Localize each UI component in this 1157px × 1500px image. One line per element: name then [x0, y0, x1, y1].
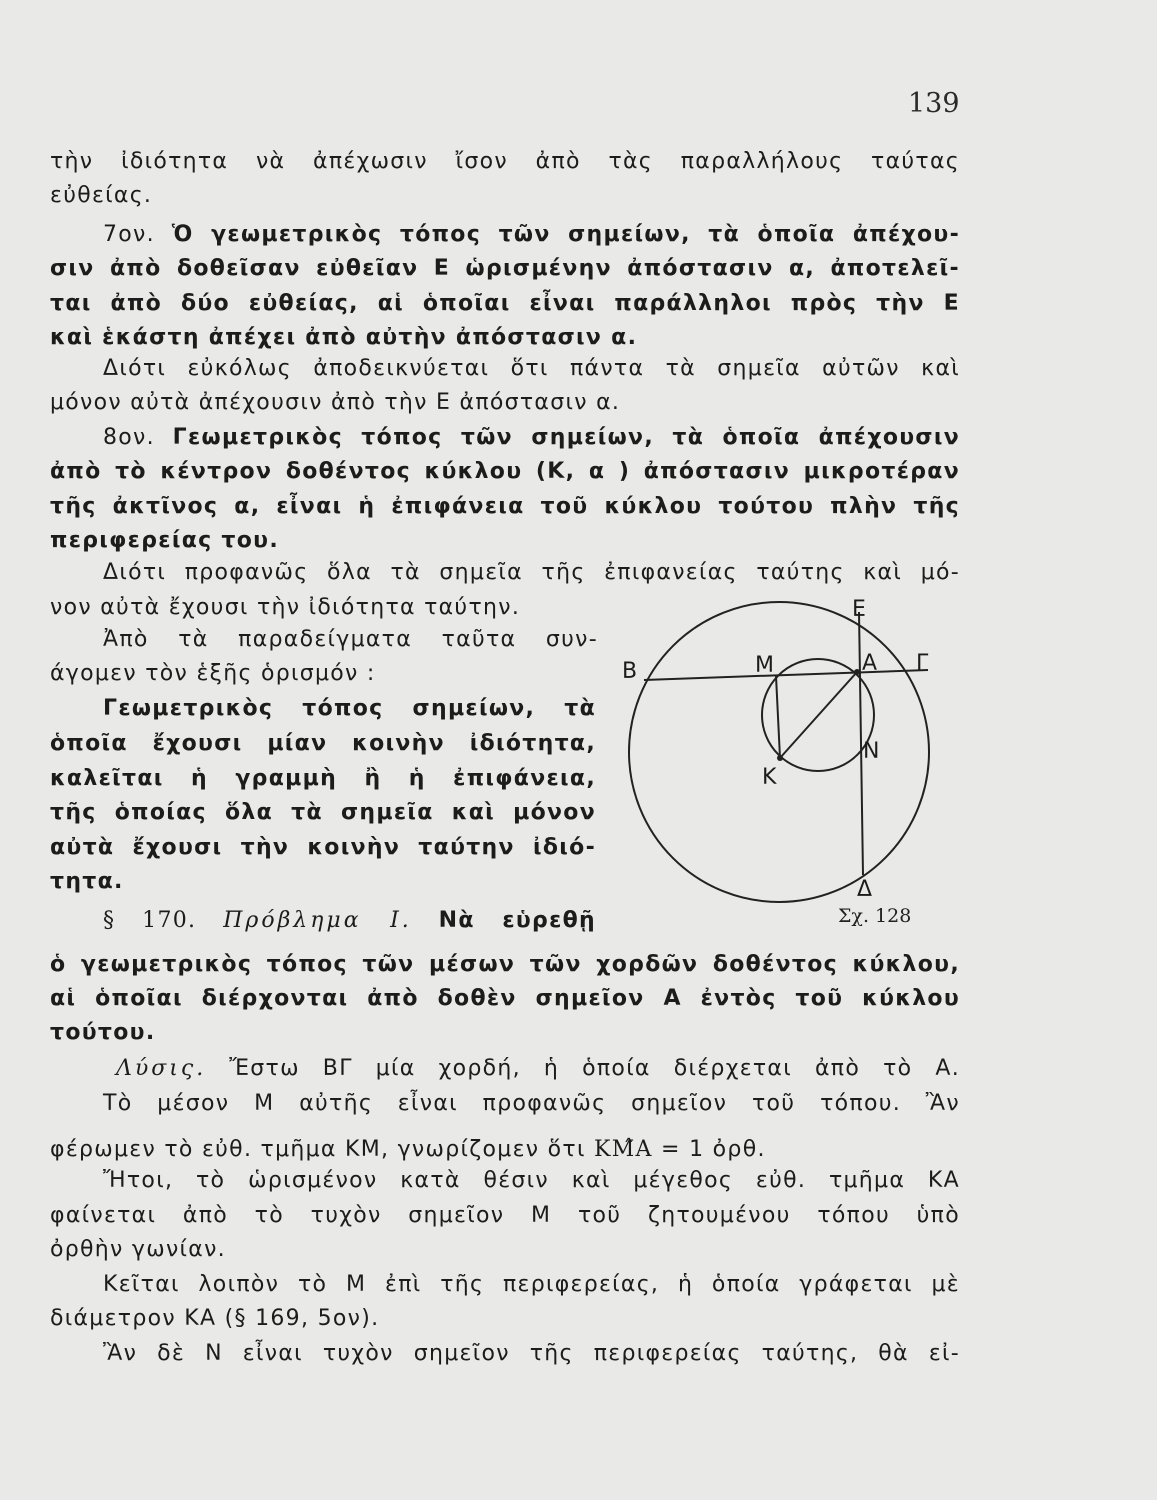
section-170-heading: [50, 904, 596, 938]
section-mark: § 170.: [103, 908, 197, 933]
text-span: Ἔστω ΒΓ μία χορδή, ἡ ὁποία διέρχεται ἀπὸ τὸ Α.: [229, 1056, 961, 1081]
solution-line: [50, 1052, 960, 1086]
text-line: ἀπὸ τὸ κέντρον δοθέντος κύκλου (Κ, α ) ἀπόστασιν μικροτέραν: [50, 459, 960, 484]
segment-ka: [780, 672, 857, 758]
text-line: Τὸ μέσον Μ αὐτῆς εἶναι προφανῶς σημεῖον τοῦ τόπου. Ἂν: [103, 1091, 960, 1116]
bold-text: Ὁ γεωμετρικὸς τόπος τῶν σημείων, τὰ ὁποῖα ἀπέχου-: [171, 222, 960, 247]
text-line: νον αὐτὰ ἔχουσι τὴν ἰδιότητα ταύτην.: [50, 595, 521, 620]
bold-text: Νὰ εὑρεθῇ: [438, 908, 596, 933]
text-line: ται ἀπὸ δύο εὐθείας, αἱ ὁποῖαι εἶναι παράλληλοι πρὸς τὴν Ε: [50, 291, 960, 316]
definition-line: Γεωμετρικὸς τόπος σημείων, τὰ: [103, 696, 596, 721]
text-line: διάμετρον ΚΑ (§ 169, 5ον).: [50, 1306, 380, 1331]
text-line: εὐθείας.: [50, 183, 153, 208]
text-line: τῆς ἀκτῖνος α, εἶναι ἡ ἐπιφάνεια τοῦ κύκλου τούτου πλὴν τῆς: [50, 494, 960, 519]
point-k: [777, 755, 783, 761]
problem-title: Πρόβλημα Ι.: [223, 908, 412, 933]
figure-caption: Σχ. 128: [838, 905, 912, 927]
angle-kma: ΚΜ̂Α: [594, 1137, 653, 1162]
text-line: άγομεν τὸν ἑξῆς ὁρισμόν :: [50, 661, 376, 686]
text-line: περιφερείας του.: [50, 528, 279, 553]
definition-line: τῆς ὁποίας ὅλα τὰ σημεῖα καὶ μόνον: [50, 800, 596, 825]
text-span: φέρωμεν τὸ εὐθ. τμῆμα ΚΜ, γνωρίζομεν ὅτι: [50, 1137, 586, 1162]
text-line: Ἀπὸ τὰ παραδείγματα ταῦτα συν-: [103, 627, 598, 652]
text-line: [50, 1133, 960, 1167]
definition-line: καλεῖται ἡ γραμμὴ ἢ ἡ ἐπιφάνεια,: [50, 766, 596, 791]
label-e: Ε: [852, 597, 866, 622]
text-line: Διότι εὐκόλως ἀποδεικνύεται ὅτι πάντα τὰ σημεῖα αὐτῶν καὶ: [103, 356, 960, 381]
text-span: = 1 ὀρθ.: [661, 1137, 766, 1162]
item-label: 8ον.: [103, 425, 155, 450]
text-line: μόνον αὐτὰ ἀπέχουσιν ἀπὸ τὴν Ε ἀπόστασιν α.: [50, 390, 621, 415]
page-number: 139: [908, 88, 960, 119]
bold-text: Γεωμετρικὸς τόπος τῶν σημείων, τὰ ὁποῖα ἀπέχουσιν: [172, 425, 960, 450]
text-line: ὁ γεωμετρικὸς τόπος τῶν μέσων τῶν χορδῶν δοθέντος κύκλου,: [50, 952, 960, 977]
text-line: καὶ ἑκάστη ἀπέχει ἀπὸ αὐτὴν ἀπόστασιν α.: [50, 325, 638, 350]
text-line: Διότι προφανῶς ὅλα τὰ σημεῖα τῆς ἐπιφανείας ταύτης καὶ μό-: [103, 560, 960, 585]
paragraph-7-heading: [50, 218, 960, 252]
point-a: [854, 669, 860, 675]
text-line: σιν ἀπὸ δοθεῖσαν εὐθεῖαν Ε ὡρισμένην ἀπόστασιν α, ἀποτελεῖ-: [50, 256, 960, 281]
label-a: Α: [862, 651, 878, 676]
text-line: ὀρθὴν γωνίαν.: [50, 1237, 226, 1262]
text-line: τὴν ἰδιότητα νὰ ἀπέχωσιν ἴσον ἀπὸ τὰς παραλλήλους ταύτας: [50, 149, 960, 174]
text-line: φαίνεται ἀπὸ τὸ τυχὸν σημεῖον Μ τοῦ ζητουμένου τόπου ὑπὸ: [50, 1203, 960, 1228]
definition-line: τητα.: [50, 869, 124, 894]
definition-line: αὐτὰ ἔχουσι τὴν κοινὴν ταύτην ἰδιό-: [50, 835, 596, 860]
solution-label: Λύσις.: [116, 1056, 207, 1081]
label-n: Ν: [863, 739, 880, 764]
paragraph-8-heading: [50, 421, 960, 455]
label-b: Β: [622, 659, 638, 684]
label-m: Μ: [755, 653, 774, 678]
label-g: Γ: [916, 651, 929, 676]
text-line: τούτου.: [50, 1020, 156, 1045]
item-label: 7ον.: [103, 222, 155, 247]
text-line: Ἤτοι, τὸ ὡρισμένον κατὰ θέσιν καὶ μέγεθος εὐθ. τμῆμα ΚΑ: [103, 1168, 960, 1193]
chord-bg: [644, 670, 928, 680]
text-line: αἱ ὁποῖαι διέρχονται ἀπὸ δοθὲν σημεῖον Α ἐντὸς τοῦ κύκλου: [50, 986, 960, 1011]
label-k: Κ: [762, 765, 777, 790]
label-d: Δ: [857, 877, 873, 902]
text-line: Κεῖται λοιπὸν τὸ Μ ἐπὶ τῆς περιφερείας, ἡ ὁποία γράφεται μὲ: [103, 1272, 960, 1297]
figure-128: [600, 590, 960, 930]
geometry-diagram: [600, 590, 960, 930]
definition-line: ὁποῖα ἔχουσι μίαν κοινὴν ἰδιότητα,: [50, 731, 596, 756]
segment-km: [776, 676, 780, 758]
text-line: Ἂν δὲ Ν εἶναι τυχὸν σημεῖον τῆς περιφερείας ταύτης, θὰ εἰ-: [103, 1341, 960, 1366]
